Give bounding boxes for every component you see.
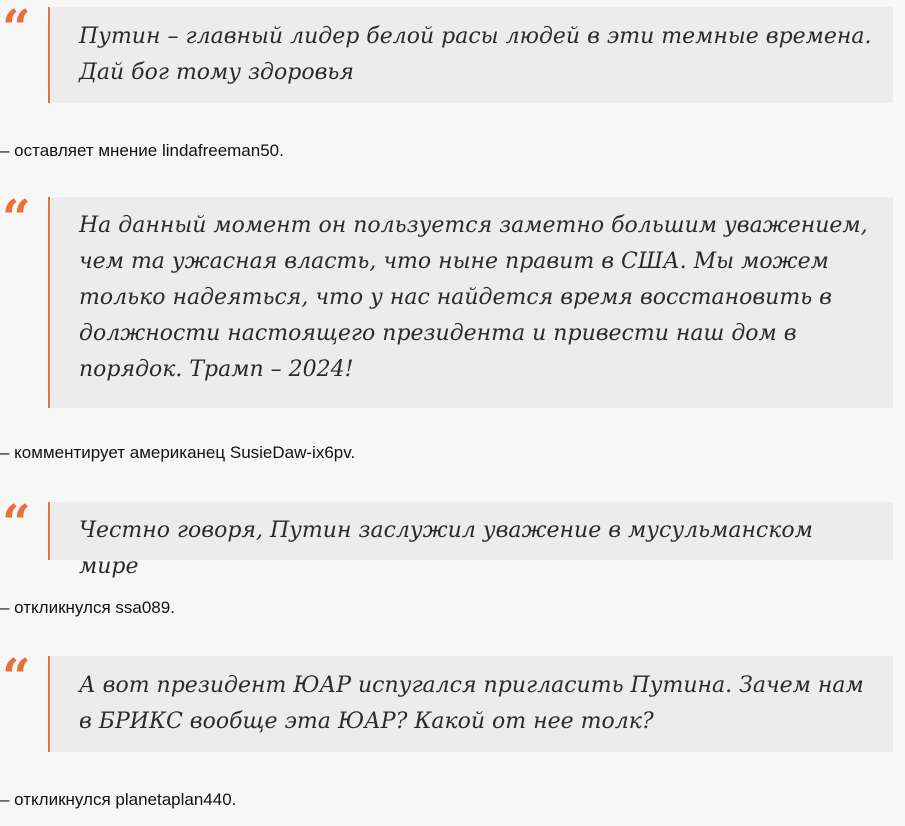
quote-bar [48,502,50,560]
quote-text: А вот президент ЮАР испугался пригласить Путина. Зачем нам в БРИКС вообще эта ЮАР? Какой от нее толк? [79,673,864,734]
comment-quote-4 [0,647,893,752]
comment-attribution-2: – комментирует американец SusieDaw-ix6pv. [0,443,356,462]
quote-mark-icon: “ [2,188,27,247]
quote-text: На данный момент он пользуется заметно большим уважением, чем та ужасная власть, что ныне правит в США. Мы можем только надеяться, что у нас найдется время восстановить в должности настоящего президента и привести наш дом в порядок. Трамп – 2024! [79,213,868,382]
quote-bar [48,197,50,408]
comment-quote-1 [0,0,893,103]
quote-text: Честно говоря, Путин заслужил уважение в мусульманском мире [79,518,813,579]
quote-mark-icon: “ [2,0,27,57]
quote-mark-icon: “ [2,493,27,552]
comment-attribution-4: – откликнулся planetaplan440. [0,790,237,809]
comment-attribution-3: – откликнулся ssa089. [0,598,175,617]
comment-attribution-1: – оставляет мнение lindafreeman50. [0,141,284,160]
comment-quote-3 [0,493,893,579]
quote-bar [48,7,50,103]
quote-bar [48,656,50,752]
comment-quote-2 [0,188,893,408]
quote-text: Путин – главный лидер белой расы людей в эти темные времена. Дай бог тому здоровья [79,24,872,85]
quote-mark-icon: “ [2,647,27,706]
